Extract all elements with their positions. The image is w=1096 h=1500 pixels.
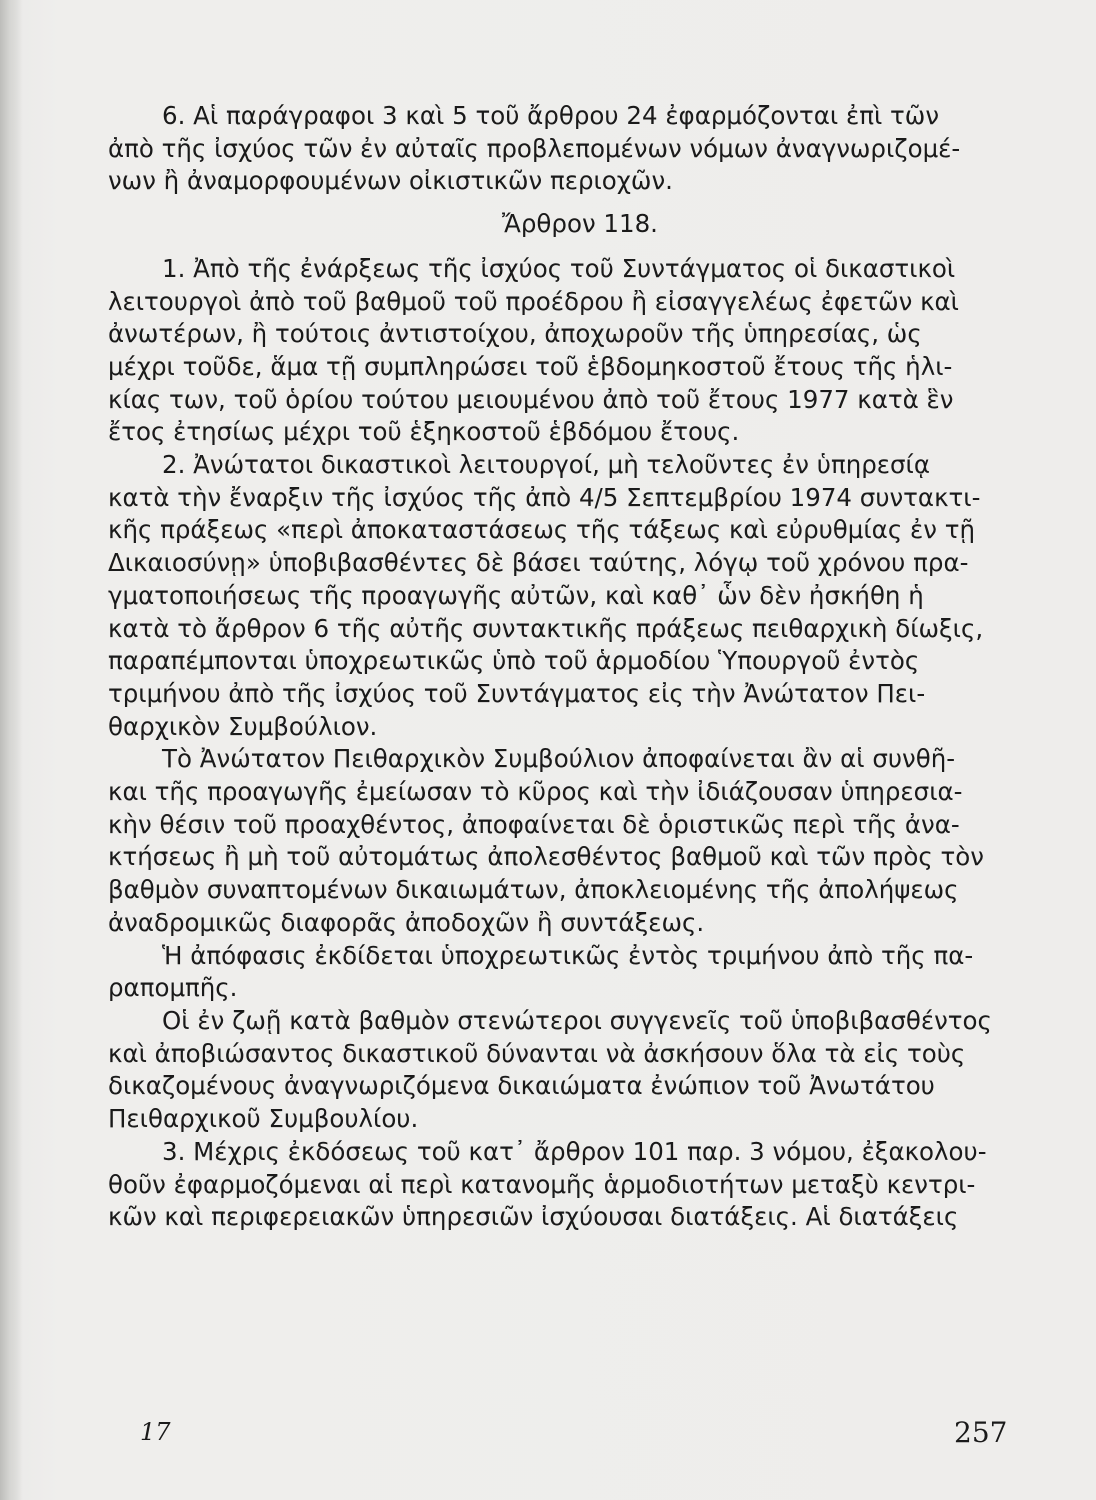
signature-mark: 17 xyxy=(140,1418,171,1446)
page-text xyxy=(108,100,1032,1234)
paragraph-2: 2. Ἀνώτατοι δικαστικοὶ λειτουργοί, μὴ τελοῦντες ἐν ὑπηρεσίᾳ κατὰ τὴν ἔναρξιν τῆς ἰσχύος τῆς ἀπὸ 4/5 Σεπτεμβρίου 1974 συντακτι- κῆς πράξεως «περὶ ἀποκαταστάσεως τῆς τάξεως καὶ εὐρυθμίας ἐν τῇ Δικαιοσύνῃ» ὑποβιβασθέντες δὲ βάσει ταύτης, λόγῳ τοῦ χρόνου πρα- γματοποιήσεως τῆς προαγωγῆς αὐτῶν, καὶ καθ᾽ ὧν δὲν ἠσκήθη ἡ κατὰ τὸ ἄρθρον 6 τῆς αὐτῆς συντακτικῆς πράξεως πειθαρχικὴ δίωξις, παραπέμπονται ὑποχρεωτικῶς ὑπὸ τοῦ ἁρμοδίου Ὑπουργοῦ ἐντὸς τριμήνου ἀπὸ τῆς ἰσχύος τοῦ Συντάγματος εἰς τὴν Ἀνώτατον Πει- θαρχικὸν Συμβούλιον. xyxy=(108,450,984,741)
binding-shadow xyxy=(0,0,22,1500)
paragraph-6: 6. Αἱ παράγραφοι 3 καὶ 5 τοῦ ἄρθρου 24 ἐφαρμόζονται ἐπὶ τῶν ἀπὸ τῆς ἰσχύος τῶν ἐν αὐταῖς προβλεπομένων νόμων ἀναγνωριζομέ- νων ἢ ἀναμορφουμένων οἰκιστικῶν περιοχῶν. xyxy=(108,101,961,196)
paragraph-1: 1. Ἀπὸ τῆς ἐνάρξεως τῆς ἰσχύος τοῦ Συντάγματος οἱ δικαστικοὶ λειτουργοὶ ἀπὸ τοῦ βαθμοῦ τοῦ προέδρου ἢ εἰσαγγελέως ἐφετῶν καὶ ἀνωτέρων, ἢ τούτοις ἀντιστοίχου, ἀποχωροῦν τῆς ὑπηρεσίας, ὡς μέχρι τοῦδε, ἅμα τῇ συμπληρώσει τοῦ ἑβδομηκοστοῦ ἔτους τῆς ἡλι- κίας των, τοῦ ὁρίου τούτου μειουμένου ἀπὸ τοῦ ἔτους 1977 κατὰ ἓν ἔτος ἐτησίως μέχρι τοῦ ἑξηκοστοῦ ἑβδόμου ἔτους. xyxy=(108,253,959,447)
article-heading: Ἄρθρον 118. xyxy=(502,209,658,239)
page-number: 257 xyxy=(954,1416,1008,1449)
paragraph-decision: Ἡ ἀπόφασις ἐκδίδεται ὑποχρεωτικῶς ἐντὸς τριμήνου ἀπὸ τῆς πα- ραπομπῆς. xyxy=(108,940,974,1003)
paragraph-3: 3. Μέχρις ἐκδόσεως τοῦ κατ᾽ ἄρθρον 101 παρ. 3 νόμου, ἐξακολου- θοῦν ἐφαρμοζόμεναι αἱ περὶ κατανομῆς ἁρμοδιοτήτων μεταξὺ κεντρι- κῶν καὶ περιφερειακῶν ὑπηρεσιῶν ἰσχύουσαι διατάξεις. Αἱ διατάξεις xyxy=(108,1136,987,1232)
paragraph-relatives: Οἱ ἐν ζωῇ κατὰ βαθμὸν στενώτεροι συγγενεῖς τοῦ ὑποβιβασθέντος καὶ ἀποβιώσαντος δικαστικοῦ δύνανται νὰ ἀσκήσουν ὅλα τὰ εἰς τοὺς δικαζομένους ἀναγνωριζόμενα δικαιώματα ἐνώπιον τοῦ Ἀνωτάτου Πειθαρχικοῦ Συμβουλίου. xyxy=(108,1005,992,1134)
paragraph-council: Τὸ Ἀνώτατον Πειθαρχικὸν Συμβούλιον ἀποφαίνεται ἂν αἱ συνθῆ- και τῆς προαγωγῆς ἐμείωσαν τὸ κῦρος καὶ τὴν ἰδιάζουσαν ὑπηρεσια- κὴν θέσιν τοῦ προαχθέντος, ἀποφαίνεται δὲ ὁριστικῶς περὶ τῆς ἀνα- κτήσεως ἢ μὴ τοῦ αὐτομάτως ἀπολεσθέντος βαθμοῦ καὶ τῶν πρὸς τὸν βαθμὸν συναπτομένων δικαιωμάτων, ἀποκλειομένης τῆς ἀπολήψεως ἀναδρομικῶς διαφορᾶς ἀποδοχῶν ἢ συντάξεως. xyxy=(108,744,984,937)
